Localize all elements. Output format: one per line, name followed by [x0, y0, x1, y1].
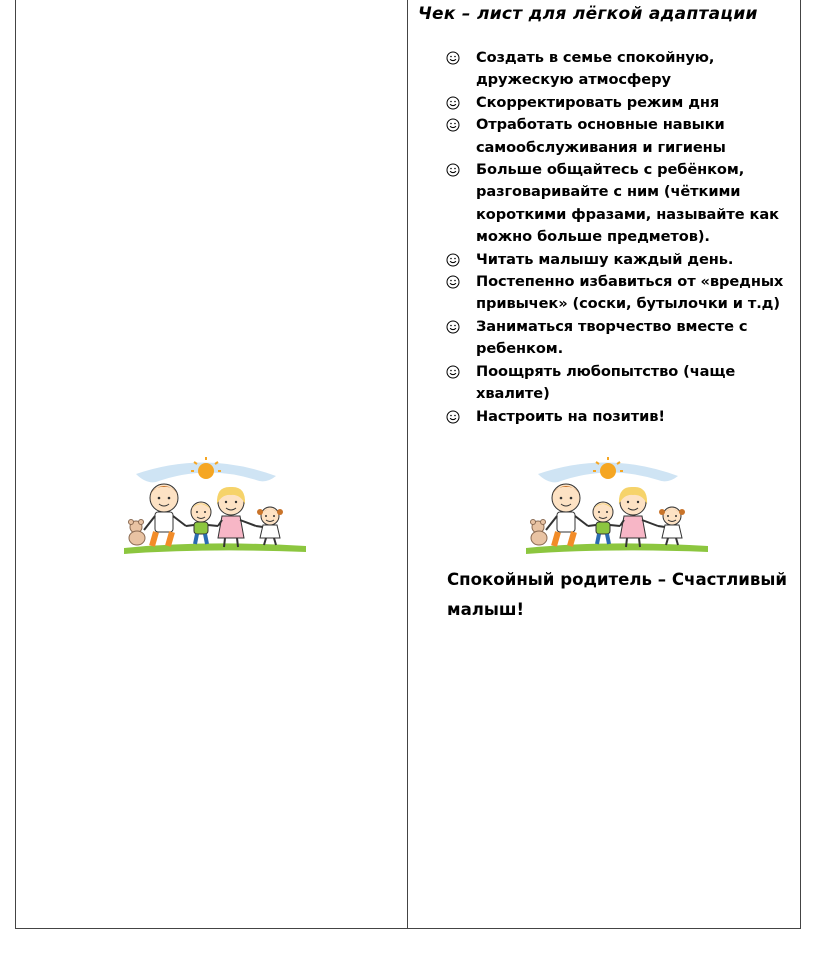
checklist [446, 47, 796, 428]
smiley-face-icon [446, 275, 460, 289]
list-item-text: Настроить на позитив! [476, 407, 665, 425]
list-item [446, 271, 796, 316]
family-illustration-left [106, 454, 306, 558]
mother-figure [217, 487, 256, 547]
list-item-text: Заниматься творчество вместе с ребенком. [476, 317, 748, 358]
list-item-text: Читать малышу каждый день. [476, 250, 734, 268]
girl-figure [658, 507, 685, 545]
smiley-face-icon [446, 410, 460, 424]
left-column [16, 0, 407, 928]
smiley-face-icon [446, 253, 460, 267]
list-item-text: Поощрять любопытство (чаще хвалите) [476, 362, 736, 403]
sun-icon [198, 463, 214, 479]
teddy-bear-icon [531, 520, 548, 546]
list-item [446, 406, 796, 428]
list-item [446, 159, 796, 249]
slogan-text: Спокойный родитель – Счастливый малыш! [447, 570, 788, 619]
smiley-face-icon [446, 51, 460, 65]
list-item [446, 361, 796, 406]
list-item-text: Больше общайтесь с ребёнком, разговаривайте с ним (чёткими короткими фразами, называйте как можно больше предметов). [476, 161, 779, 246]
teddy-bear-icon [129, 520, 146, 546]
family-illustration-right [508, 454, 708, 558]
list-item [446, 114, 796, 159]
sun-icon [600, 463, 616, 479]
checklist-title: Чек – лист для лёгкой адаптации [418, 4, 758, 24]
girl-figure [256, 507, 283, 545]
family-holding-hands-icon [124, 457, 306, 554]
list-item-text: Скорректировать режим дня [476, 93, 720, 111]
list-item-text: Постепенно избавиться от «вредных привычек» (соски, бутылочки и т.д) [476, 273, 784, 313]
list-item [446, 92, 796, 114]
smiley-face-icon [446, 320, 460, 334]
smiley-face-icon [446, 118, 460, 132]
list-item-text: Создать в семье спокойную, дружескую атмосферу [476, 49, 715, 89]
right-column [408, 0, 800, 928]
list-item [446, 316, 796, 361]
list-item [446, 47, 796, 92]
boy-figure [588, 502, 620, 544]
smiley-face-icon [446, 365, 460, 379]
family-holding-hands-icon [526, 457, 708, 554]
list-item [446, 249, 796, 271]
smiley-face-icon [446, 163, 460, 177]
list-item-text: Отработать основные навыки самообслуживания и гигиены [476, 116, 726, 156]
smiley-face-icon [446, 96, 460, 110]
father-figure [144, 484, 186, 546]
mother-figure [619, 487, 658, 547]
boy-figure [186, 502, 218, 544]
father-figure [546, 484, 588, 546]
